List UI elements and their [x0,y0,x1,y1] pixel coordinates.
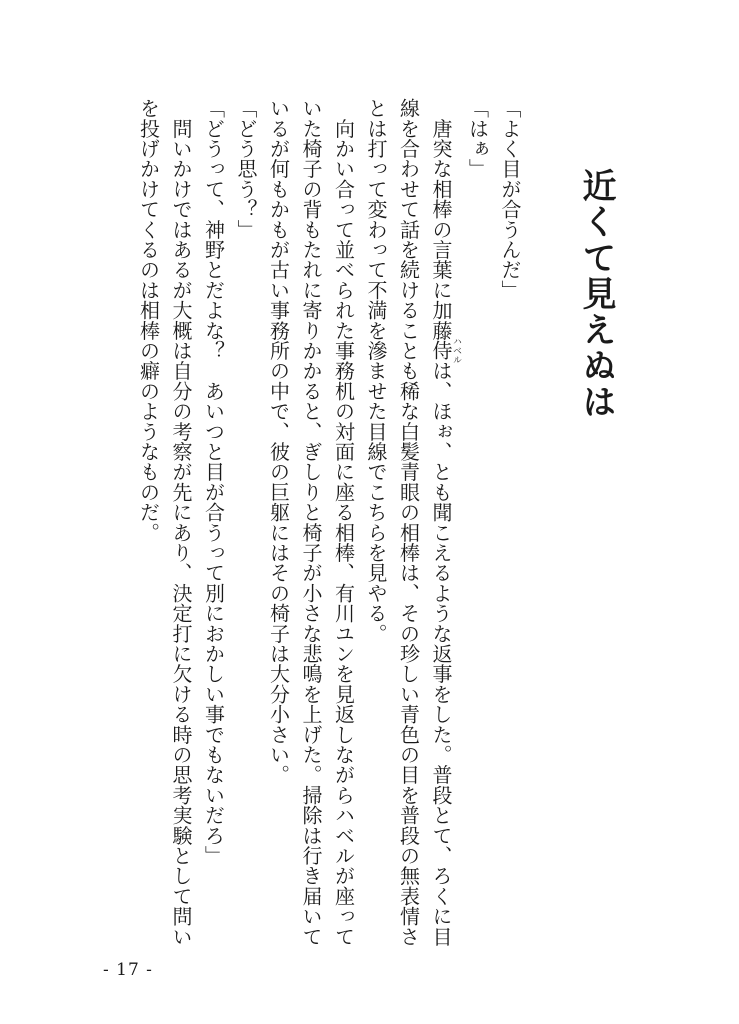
ruby-reading: ハベル [451,336,461,365]
paragraph-dialogue: 「よく目が合うんだ」 [498,98,522,300]
paragraph-text: は、ほぉ、とも聞こえるような返事をした。普段とて、ろくに目線を合わせて話を続けることも稀な白髪青眼の相棒は、その珍しい青色の目を普段の無表情さとは打って変わって不満を滲ませた目線でこちらを見やる。 [364,98,453,947]
ruby-base: 侍 [429,336,453,365]
paragraph-narration: 問いかけではあるが大概は自分の考察が先にあり、決定打に欠ける時の思考実験として問いを投げかけてくるのは相棒の癖のようなものだ。 [136,98,193,947]
paragraph-narration [360,98,462,953]
body-text [111,98,526,953]
paragraph-narration: 向かい合って並べられた事務机の対面に座る相棒、有川ユンを見返しながらハベルが座っていた椅子の背もたれに寄りかかると、ぎしりと椅子が小さな悲鳴を上げた。掃除は行き届いているが何もかもが古い事務所の中で、彼の巨躯にはその椅子は大分小さい。 [266,98,356,947]
paragraph-dialogue: 「どうって、神野とだよな？ あいつと目が合うって別におかしい事でもないだろ」 [201,98,226,866]
paragraph-dialogue: 「はぁ」 [465,98,490,179]
paragraph-text: 唐突な相棒の言葉に加藤 [429,98,453,341]
paragraph-dialogue: 「どう思う？」 [234,98,258,240]
name-ruby [429,336,461,365]
page-number: - 17 - [103,960,153,980]
chapter-title: 近くて見えぬは [576,168,616,420]
